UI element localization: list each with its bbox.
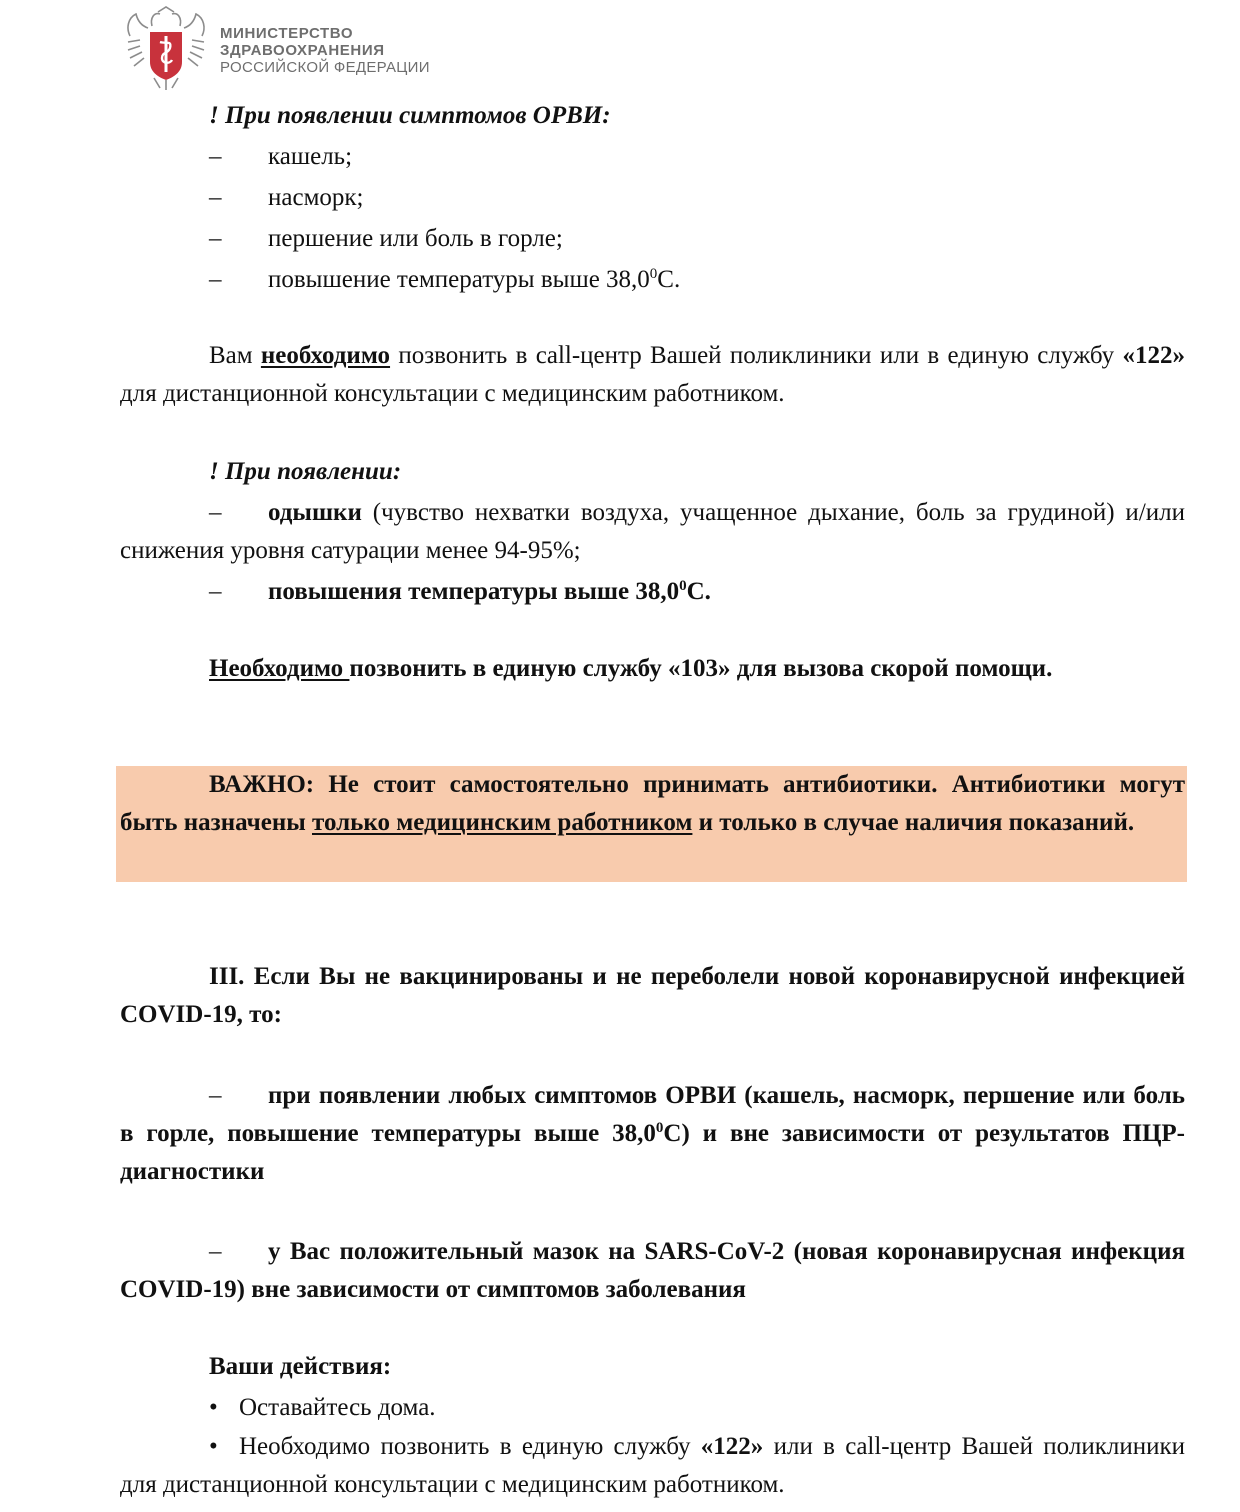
symptom-item: – кашель;: [209, 143, 353, 170]
arvi-section: [120, 97, 1185, 299]
dyspnea-item: – одышки (чувство нехватки воздуха, учащенное дыхание, боль за грудиной) и/или снижения уровня сатурации менее 94-95%;: [120, 499, 1185, 564]
ministry-line-1: МИНИСТЕРСТВО: [220, 25, 354, 42]
necessary-underlined: Необходимо: [209, 655, 350, 682]
ministry-name: [220, 25, 430, 76]
action-item: • Оставайтесь дома.: [209, 1394, 436, 1421]
emergency-action-paragraph: Необходимо позвонить в единую службу «103» для вызова скорой помощи.: [209, 655, 1053, 682]
actions-heading: Ваши действия:: [209, 1353, 392, 1380]
emergency-heading: ! При появлении:: [209, 458, 402, 485]
necessary-emphasis: необходимо: [260, 342, 391, 369]
ministry-logo: [124, 6, 454, 92]
double-headed-eagle-emblem-icon: [124, 6, 208, 92]
important-warning: ВАЖНО: Не стоит самостоятельно принимать антибиотики. Антибиотики могут быть назначены только медицинским работником и только в случае наличия показаний.: [120, 771, 1185, 836]
service-122: «122»: [1122, 342, 1185, 369]
condition-positive-test: – у Вас положительный мазок на SARS-CoV-2 (новая коронавирусная инфекция COVID-19) вне зависимости от симптомов заболевания: [120, 1238, 1185, 1303]
only-medical-worker: только медицинским работником: [312, 809, 693, 836]
actions-section: [120, 1348, 1185, 1504]
arvi-heading: ! При появлении симптомов ОРВИ:: [209, 102, 611, 129]
section-three-heading: III. Если Вы не вакцинированы и не переболели новой коронавирусной инфекцией COVID-19, то:: [120, 963, 1185, 1028]
symptom-item: – насморк;: [209, 184, 364, 211]
action-item: • Необходимо позвонить в единую службу «122» или в call-центр Вашей поликлиники для дистанционной консультации с медицинским работником.: [120, 1433, 1185, 1498]
emergency-section: [120, 453, 1185, 611]
ministry-line-3: РОССИЙСКОЙ ФЕДЕРАЦИИ: [220, 59, 430, 76]
condition-symptoms: – при появлении любых симптомов ОРВИ (кашель, насморк, першение или боль в горле, повышение температуры выше 38,0$^0$С) и вне зависимости от результатов ПЦР-диагностики: [120, 1082, 1185, 1185]
ministry-line-2: ЗДРАВООХРАНЕНИЯ: [220, 42, 385, 59]
symptom-item: – першение или боль в горле;: [209, 225, 563, 252]
symptom-item-fever: – повышение температуры выше 38,0$^0$С.: [209, 266, 681, 293]
arvi-action-paragraph: Вам необходимо позвонить в call-центр Вашей поликлиники или в единую службу «122» для дистанционной консультации с медицинским работником.: [120, 342, 1185, 407]
high-fever-item: – повышения температуры выше 38,0$^0$С.: [209, 578, 711, 605]
